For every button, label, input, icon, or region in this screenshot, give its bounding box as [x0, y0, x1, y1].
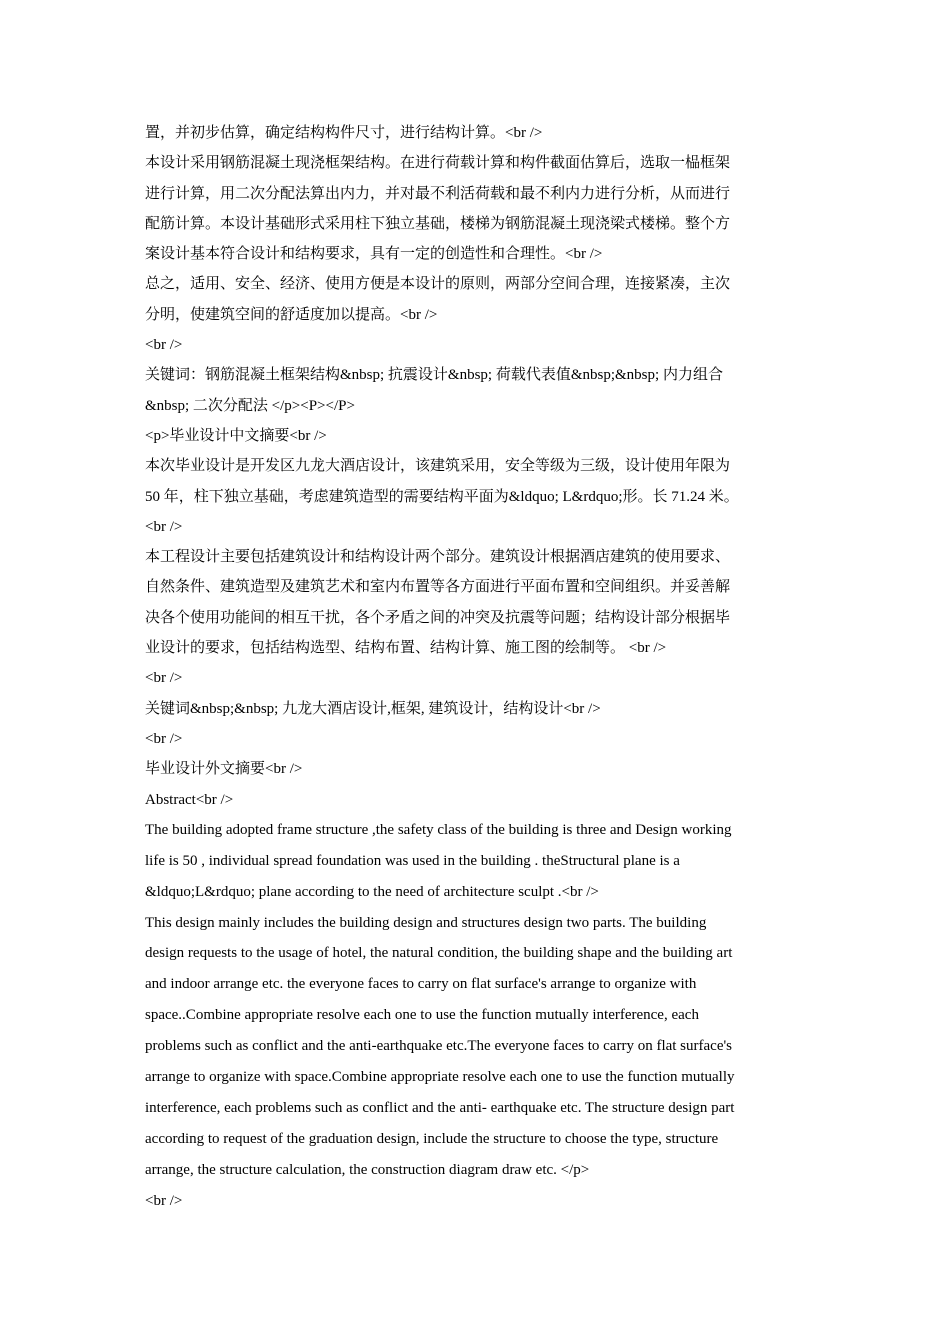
document-body	[145, 118, 805, 1216]
text-line: 配筋计算。本设计基础形式采用柱下独立基础，楼梯为钢筋混凝土现浇梁式楼梯。整个方	[145, 215, 731, 232]
text-line: space..Combine appropriate resolve each one to use the function mutually interference, each	[145, 1007, 699, 1024]
text-line: <br />	[145, 518, 183, 535]
text-line: arrange to organize with space.Combine appropriate resolve each one to use the function mutually	[145, 1068, 735, 1085]
text-line: 分明，使建筑空间的舒适度加以提高。<br />	[145, 306, 438, 323]
text-line: This design mainly includes the building design and structures design two parts. The building	[145, 914, 707, 931]
text-line: 案设计基本符合设计和结构要求，具有一定的创造性和合理性。<br />	[145, 246, 603, 263]
text-line: design requests to the usage of hotel, the natural condition, the building shape and the building art	[145, 945, 733, 962]
text-line: 本次毕业设计是开发区九龙大酒店设计，该建筑采用，安全等级为三级，设计使用年限为	[145, 458, 731, 475]
text-line: 决各个使用功能间的相互干扰，各个矛盾之间的冲突及抗震等问题；结构设计部分根据毕	[145, 609, 731, 626]
abstract-heading: Abstract<br />	[145, 791, 234, 808]
text-line: &ldquo;L&rdquo; plane according to the need of architecture sculpt .<br />	[145, 883, 599, 900]
text-line: 自然条件、建筑造型及建筑艺术和室内布置等各方面进行平面布置和空间组织。并妥善解	[145, 579, 731, 596]
text-line: <br />	[145, 1192, 183, 1209]
text-line: 总之，适用、安全、经济、使用方便是本设计的原则，两部分空间合理，连接紧凑，主次	[145, 276, 731, 293]
text-line: problems such as conflict and the anti-earthquake etc.The everyone faces to carry on flat surface's	[145, 1038, 733, 1055]
keywords-line: 关键词：钢筋混凝土框架结构&nbsp; 抗震设计&nbsp; 荷载代表值&nbsp;&nbsp; 内力组合	[145, 367, 723, 384]
text-line: 50 年，柱下独立基础，考虑建筑造型的需要结构平面为&ldquo; L&rdquo;形。长 71.24 米。	[145, 488, 739, 505]
text-line: The building adopted frame structure ,the safety class of the building is three and Design working	[145, 821, 732, 838]
text-line: &nbsp; 二次分配法 </p><P></P>	[145, 397, 355, 414]
text-line: arrange, the structure calculation, the construction diagram draw etc. </p>	[145, 1161, 590, 1178]
text-line: life is 50 , individual spread foundation was used in the building . theStructural plane is a	[145, 852, 680, 869]
text-line: <br />	[145, 670, 183, 687]
text-line: 进行计算，用二次分配法算出内力，并对最不利活荷载和最不利内力进行分析，从而进行	[145, 185, 731, 202]
text-line: 本工程设计主要包括建筑设计和结构设计两个部分。建筑设计根据酒店建筑的使用要求、	[145, 549, 731, 566]
section-heading: <p>毕业设计中文摘要<br />	[145, 427, 327, 444]
section-heading: 毕业设计外文摘要<br />	[145, 761, 303, 778]
text-line: <br />	[145, 730, 183, 747]
text-line: <br />	[145, 337, 183, 354]
text-line: 置，并初步估算，确定结构构件尺寸，进行结构计算。<br />	[145, 125, 543, 141]
keywords-line: 关键词&nbsp;&nbsp; 九龙大酒店设计,框架, 建筑设计，结构设计<br />	[145, 700, 601, 717]
text-line: 本设计采用钢筋混凝土现浇框架结构。在进行荷载计算和构件截面估算后，选取一榀框架	[145, 155, 731, 172]
text-line: according to request of the graduation design, include the structure to choose the type, structure	[145, 1130, 719, 1147]
text-line: 业设计的要求，包括结构选型、结构布置、结构计算、施工图的绘制等。 <br />	[145, 640, 667, 657]
text-line: interference, each problems such as conflict and the anti- earthquake etc. The structure design part	[145, 1099, 735, 1116]
text-line: and indoor arrange etc. the everyone faces to carry on flat surface's arrange to organize with	[145, 976, 697, 993]
